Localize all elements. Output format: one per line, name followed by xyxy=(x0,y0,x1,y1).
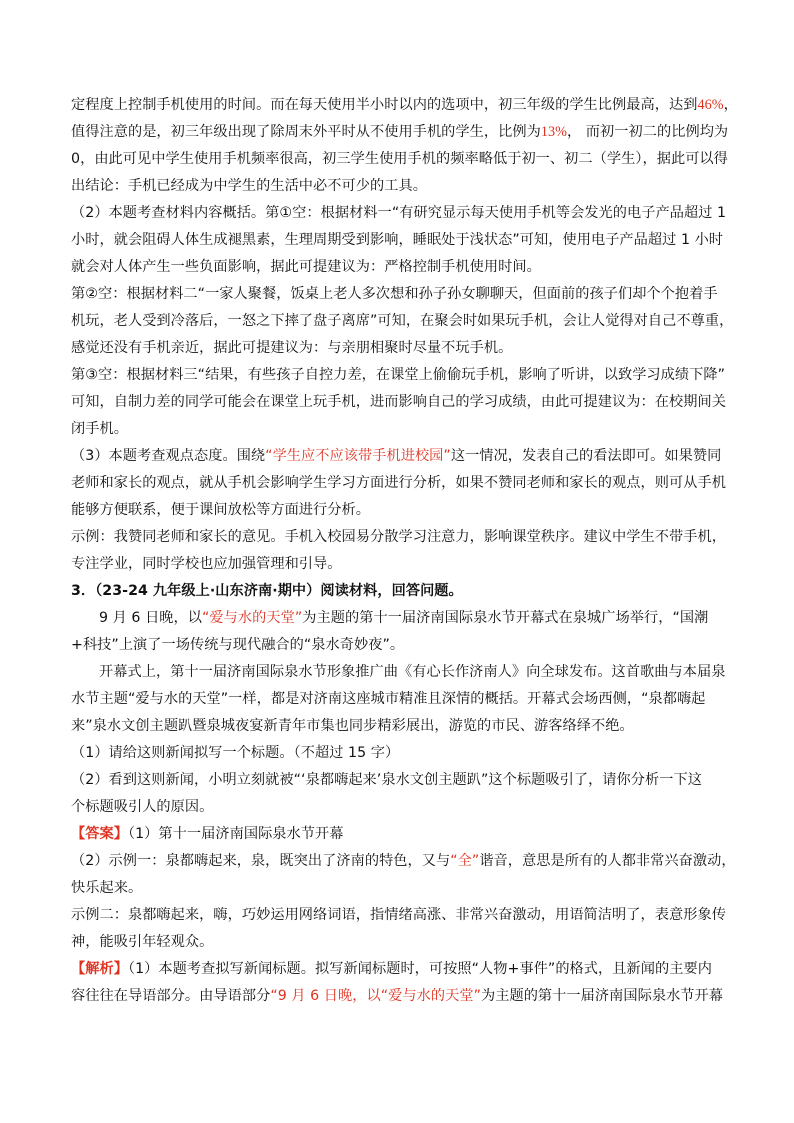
paragraph-line: 第③空：根据材料三“结果，有些孩子自控力差，在课堂上偷偷玩手机，影响了听讲，以致学习成绩下降” xyxy=(71,367,726,383)
question-item: （1）请给这则新闻拟写一个标题。（不超过 15 字） xyxy=(71,745,400,761)
answer-line: 示例二：泉都嗨起来，嗨，巧妙运用网络词语，指情绪高涨、非常兴奋激动，用语简洁明了，表意形象传 xyxy=(71,907,726,923)
answer-line xyxy=(71,821,731,848)
text: 定程度上控制手机使用的时间。而在每天使用半小时以内的选项中，初三年级的学生比例最高，达到 xyxy=(71,97,698,113)
paragraph-line: 机玩，老人受到冷落后，一怒之下摔了盘子离席”可知，在聚会时如果玩手机，会让人觉得对自己不尊重， xyxy=(71,313,734,329)
paragraph-line: 可知，自制力差的同学可能会在课堂上玩手机，进而影响自己的学习成绩，由此可提建议为：在校期间关 xyxy=(71,394,726,410)
text: 谐音，意思是所有的人都非常兴奋激动， xyxy=(479,853,736,869)
highlight-percent: 46% xyxy=(697,97,724,113)
paragraph-line: 专注学业，同时学校也应加强管理和引导。 xyxy=(71,556,342,572)
highlight-quote: “爱与水的天堂” xyxy=(380,988,481,1004)
highlight-quote: “9 月 6 日晚，以 xyxy=(270,988,381,1004)
answer-line: 快乐起来。 xyxy=(71,880,143,896)
paragraph-line: 老师和家长的观点，就从手机会影响学生学习方面进行分析，如果不赞同老师和家长的观点，则可从手机 xyxy=(71,475,726,491)
material-line: 来”泉水文创主题趴暨泉城夜宴新青年市集也同步精彩展出，游览的市民、游客络绎不绝。 xyxy=(71,718,634,734)
text: 为主题的第十一届济南国际泉水节开幕式在泉城广场举行，“国潮 xyxy=(302,610,709,626)
text: ， 而初一初二的比例均为 xyxy=(567,124,729,140)
text: ， xyxy=(723,97,738,113)
analysis-tag: 【解析】 xyxy=(71,961,128,977)
document-page xyxy=(71,92,738,1010)
paragraph-line xyxy=(71,443,731,470)
text: （1）第十一届济南国际泉水节开幕 xyxy=(127,826,344,842)
paragraph-line: （2）本题考查材料内容概括。第①空：根据材料一“有研究显示每天使用手机等会发光的电子产品超过 1 xyxy=(71,205,727,221)
answer-tag: 【答案】 xyxy=(71,826,128,842)
paragraph-line: 感觉还没有手机亲近，据此可提建议为：与亲朋相聚时尽量不玩手机。 xyxy=(71,340,513,356)
material-line: +科技”上演了一场传统与现代融合的“泉水奇妙夜”。 xyxy=(71,637,405,653)
text: （2）示例一：泉都嗨起来，泉，既突出了济南的特色，又与 xyxy=(71,853,451,869)
paragraph-line: 闭手机。 xyxy=(71,421,128,437)
question-header: 3．（23-24 九年级上·山东济南·期中）阅读材料，回答问题。 xyxy=(71,583,463,599)
highlight-percent: 13% xyxy=(540,124,567,140)
material-line: 水节主题“爱与水的天堂”一样，都是对济南这座城市精准且深情的概括。开幕式会场西侧，“泉都嗨起 xyxy=(71,691,706,707)
highlight-quote: “学生应不应该带手机进校园” xyxy=(265,448,451,464)
paragraph-line: 出结论：手机已经成为中学生的生活中必不可少的工具。 xyxy=(71,178,427,194)
text: （3）本题考查观点态度。围绕 xyxy=(71,448,266,464)
answer-line: 神，能吸引年轻观众。 xyxy=(71,934,214,950)
text: 这一情况，发表自己的看法即可。如果赞同 xyxy=(450,448,722,464)
text: 为主题的第十一届济南国际泉水节开幕 xyxy=(480,988,724,1004)
paragraph-line: 0，由此可见中学生使用手机频率很高，初三学生使用手机的频率略低于初一、初二（学生），据此可以得 xyxy=(71,151,728,167)
paragraph-line: 示例：我赞同老师和家长的意见。手机入校园易分散学习注意力，影响课堂秩序。建议中学生不带手机， xyxy=(71,529,726,545)
text: 9 月 6 日晚，以 xyxy=(99,610,203,626)
answer-line xyxy=(71,848,736,875)
paragraph-line: 就会对人体产生一些负面影响，据此可提建议为：严格控制手机使用时间。 xyxy=(71,259,541,275)
highlight-quote: “全” xyxy=(450,853,480,869)
text: 容往往在导语部分。由导语部分 xyxy=(71,988,271,1004)
analysis-line xyxy=(71,983,731,1010)
paragraph-line xyxy=(71,92,738,119)
analysis-line xyxy=(71,956,731,983)
material-line xyxy=(71,605,731,632)
material-line: 开幕式上，第十一届济南国际泉水节形象推广曲《有心长作济南人》向全球发布。这首歌曲与本届泉 xyxy=(99,664,726,680)
paragraph-line: 小时，就会阻碍人体生成褪黑素，生理周期受到影响，睡眠处于浅状态”可知，使用电子产品超过 1 小时 xyxy=(71,232,724,248)
question-item: （2）看到这则新闻，小明立刻就被“‘泉都嗨起来’泉水文创主题趴”这个标题吸引了，请你分析一下这 xyxy=(71,772,702,788)
paragraph-line xyxy=(71,119,731,146)
text: 值得注意的是，初三年级出现了除周末外平时从不使用手机的学生，比例为 xyxy=(71,124,541,140)
paragraph-line: 能够方便联系，便于课间放松等方面进行分析。 xyxy=(71,502,370,518)
highlight-quote: “爱与水的天堂” xyxy=(202,610,303,626)
text: （1）本题考查拟写新闻标题。拟写新闻标题时，可按照“人物+事件”的格式，且新闻的主要内 xyxy=(127,961,712,977)
question-item: 个标题吸引人的原因。 xyxy=(71,799,214,815)
paragraph-line: 第②空：根据材料二“一家人聚餐，饭桌上老人多次想和孙子孙女聊聊天，但面前的孩子们却个个抱着手 xyxy=(71,286,718,302)
